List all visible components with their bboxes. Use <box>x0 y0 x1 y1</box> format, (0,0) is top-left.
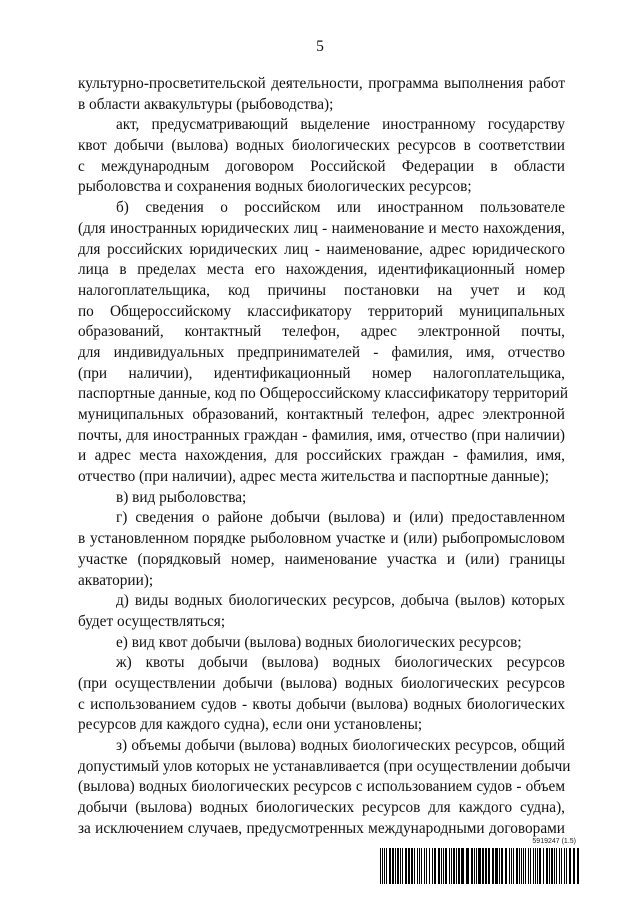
text-line: е) вид квот добычи (вылова) водных биологических ресурсов; <box>116 633 522 651</box>
text-line: почты, для иностранных граждан - фамилия, имя, отчество (при наличии) <box>78 426 565 444</box>
text-line: ж) квоты добычи (вылова) водных биологических ресурсов <box>116 654 565 672</box>
barcode-code: 5919247 (1.5) <box>532 838 576 845</box>
text-line: с международным договором Российской Федерации в области <box>78 157 565 175</box>
barcode-icon <box>380 848 582 884</box>
text-line: отчество (при наличии), адрес места жительства и паспортные данные); <box>78 468 549 486</box>
text-line: для индивидуальных предпринимателей - фамилия, имя, отчество <box>78 343 565 361</box>
text-line: г) сведения о районе добычи (вылова) и (или) предоставленном <box>116 509 565 527</box>
text-line: акватории); <box>78 571 154 589</box>
barcode-block <box>380 838 582 886</box>
text-line: в установленном порядке рыболовном участке и (или) рыбопромысловом <box>78 530 565 548</box>
page-number: 5 <box>316 38 324 55</box>
text-line: налогоплательщика, код причины постановки на учет и код <box>78 281 565 299</box>
text-line: ресурсов для каждого судна), если они установлены; <box>78 716 423 734</box>
text-line: муниципальных образований, контактный телефон, адрес электронной <box>78 406 565 423</box>
text-line: и адрес места нахождения, для российских граждан - фамилия, имя, <box>78 447 565 465</box>
text-line: за исключением случаев, предусмотренных международными договорами <box>78 819 565 837</box>
text-line: в области аквакультуры (рыбоводства); <box>78 95 334 113</box>
text-line: б) сведения о российском или иностранном пользователе <box>116 199 565 217</box>
text-line: участке (порядковый номер, наименование участка и (или) границы <box>78 550 565 568</box>
text-line: д) виды водных биологических ресурсов, добыча (вылов) которых <box>116 592 565 610</box>
document-body <box>78 74 571 839</box>
text-line: культурно-просветительской деятельности, программа выполнения работ <box>78 75 565 92</box>
text-line: добычи (вылова) водных биологических ресурсов для каждого судна), <box>78 799 565 817</box>
text-line: лица в пределах места его нахождения, идентификационный номер <box>78 261 565 279</box>
text-line: для российских юридических лиц - наименование, адрес юридического <box>78 240 565 258</box>
text-line: будет осуществляться; <box>78 612 226 630</box>
text-line: допустимый улов которых не устанавливается (при осуществлении добычи <box>78 757 571 775</box>
text-line: паспортные данные, код по Общероссийскому классификатору территорий <box>78 385 569 403</box>
text-line: в) вид рыболовства; <box>116 488 247 506</box>
text-line: з) объемы добычи (вылова) водных биологических ресурсов, общий <box>116 737 565 754</box>
text-line: образований, контактный телефон, адрес электронной почты, <box>78 323 565 341</box>
text-line: (вылова) водных биологических ресурсов с использованием судов - объем <box>78 778 565 796</box>
text-line: (при наличии), идентификационный номер налогоплательщика, <box>78 364 565 382</box>
text-line: квот добычи (вылова) водных биологических ресурсов в соответствии <box>78 137 565 155</box>
text-line: акт, предусматривающий выделение иностранному государству <box>116 116 565 134</box>
text-line: с использованием судов - квоты добычи (вылова) водных биологических <box>78 695 565 713</box>
text-line: рыболовства и сохранения водных биологических ресурсов; <box>78 178 472 196</box>
text-line: (для иностранных юридических лиц - наименование и место нахождения, <box>78 219 565 237</box>
text-line: по Общероссийскому классификатору территорий муниципальных <box>78 302 565 320</box>
text-line: (при осуществлении добычи (вылова) водных биологических ресурсов <box>78 674 565 692</box>
